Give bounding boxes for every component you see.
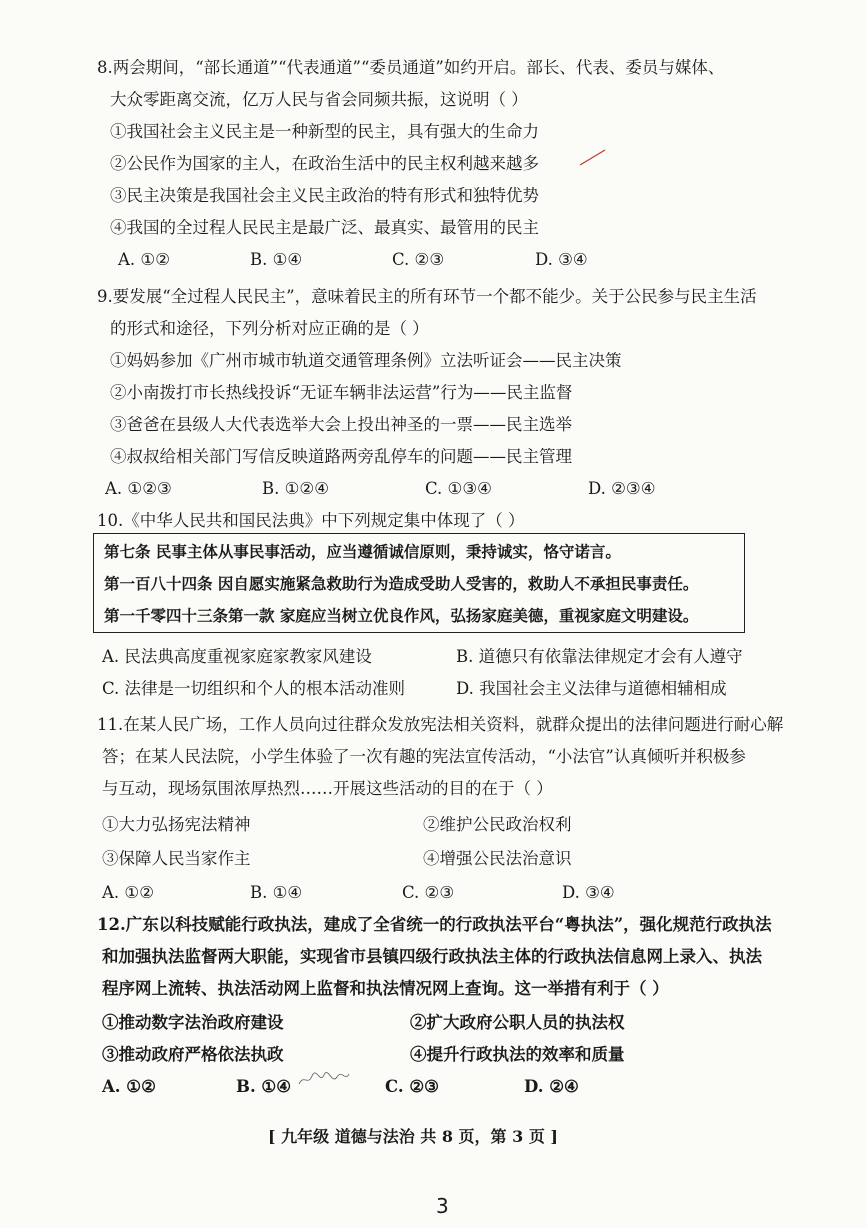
- q9-option-c[interactable]: C. ①③④: [425, 479, 492, 498]
- page-footer: [ 九年级 道德与法治 共 8 页，第 3 页 ]: [268, 1127, 558, 1146]
- q11-stem-line-2: 答；在某人民法院，小学生体验了一次有趣的宪法宣传活动，“小法官”认真倾听并积极参: [102, 747, 746, 766]
- q11-statement-1: ①大力弘扬宪法精神: [102, 815, 251, 834]
- q12-statement-4: ④提升行政执法的效率和质量: [410, 1045, 625, 1064]
- q8-statement-2: ②公民作为国家的主人，在政治生活中的民主权利越来越多: [110, 154, 539, 173]
- q8-statement-1: ①我国社会主义民主是一种新型的民主，具有强大的生命力: [110, 122, 539, 141]
- q9-option-a[interactable]: A. ①②③: [105, 479, 172, 498]
- q9-stem-line-1: 9.要发展“全过程人民民主”，意味着民主的所有环节一个都不能少。关于公民参与民主生活: [97, 287, 757, 306]
- q10-law-article-1: 第七条 民事主体从事民事活动，应当遵循诚信原则，秉持诚实，恪守诺言。: [104, 543, 621, 561]
- q8-statement-4: ④我国的全过程人民民主是最广泛、最真实、最管用的民主: [110, 218, 539, 237]
- q8-option-b[interactable]: B. ①④: [250, 250, 303, 269]
- q10-option-b[interactable]: B. 道德只有依靠法律规定才会有人遵守: [456, 647, 743, 666]
- q9-option-b[interactable]: B. ①②④: [262, 479, 329, 498]
- q10-option-a[interactable]: A. 民法典高度重视家庭家教家风建设: [102, 647, 372, 666]
- q11-statement-4: ④增强公民法治意识: [423, 849, 572, 868]
- q12-option-b[interactable]: B. ①④: [236, 1077, 292, 1096]
- q10-stem: 10.《中华人民共和国民法典》中下列规定集中体现了（ ）: [97, 511, 525, 530]
- q10-law-article-3: 第一千零四十三条第一款 家庭应当树立优良作风，弘扬家庭美德，重视家庭文明建设。: [104, 607, 699, 625]
- q8-statement-3: ③民主决策是我国社会主义民主政治的特有形式和独特优势: [110, 186, 539, 205]
- q8-option-a[interactable]: A. ①②: [118, 250, 170, 269]
- q9-statement-4: ④叔叔给相关部门写信反映道路两旁乱停车的问题——民主管理: [110, 447, 572, 466]
- q11-option-d[interactable]: D. ③④: [562, 883, 615, 902]
- q10-law-excerpt-box: [93, 533, 745, 633]
- q12-option-c[interactable]: C. ②③: [385, 1077, 439, 1096]
- q11-option-c[interactable]: C. ②③: [402, 883, 455, 902]
- q8-option-c[interactable]: C. ②③: [392, 250, 445, 269]
- q8-option-d[interactable]: D. ③④: [535, 250, 588, 269]
- q12-statement-2: ②扩大政府公职人员的执法权: [410, 1013, 625, 1032]
- q10-option-d[interactable]: D. 我国社会主义法律与道德相辅相成: [456, 679, 727, 698]
- q12-statement-3: ③推动政府严格依法执政: [102, 1045, 284, 1064]
- q12-stem-line-2: 和加强执法监督两大职能，实现省市县镇四级行政执法主体的行政执法信息网上录入、执法: [102, 947, 762, 966]
- q12-stem-line-1: 12.广东以科技赋能行政执法，建成了全省统一的行政执法平台“粤执法”，强化规范行政执法: [97, 915, 772, 934]
- q11-stem-line-3: 与互动，现场氛围浓厚热烈……开展这些活动的目的在于（ ）: [102, 779, 553, 798]
- handwritten-scribble: [296, 1066, 352, 1092]
- pen-stroke-mark: [578, 146, 608, 168]
- q11-statement-2: ②维护公民政治权利: [423, 815, 572, 834]
- q8-stem-line-2: 大众零距离交流，亿万人民与省会同频共振，这说明（ ）: [110, 90, 528, 109]
- q8-stem-line-1: 8.两会期间，“部长通道”“代表通道”“委员通道”如约开启。部长、代表、委员与媒体、: [97, 58, 725, 77]
- q12-option-a[interactable]: A. ①②: [102, 1077, 156, 1096]
- q11-statement-3: ③保障人民当家作主: [102, 849, 251, 868]
- q9-statement-3: ③爸爸在县级人大代表选举大会上投出神圣的一票——民主选举: [110, 415, 572, 434]
- q9-stem-line-2: 的形式和途径，下列分析对应正确的是（ ）: [110, 319, 429, 338]
- q12-option-d[interactable]: D. ②④: [524, 1077, 579, 1096]
- q9-statement-2: ②小南拨打市长热线投诉“无证车辆非法运营”行为——民主监督: [110, 383, 573, 402]
- page-number: 3: [436, 1194, 449, 1218]
- q11-option-b[interactable]: B. ①④: [250, 883, 303, 902]
- q10-law-article-2: 第一百八十四条 因自愿实施紧急救助行为造成受助人受害的，救助人不承担民事责任。: [104, 575, 699, 593]
- q12-statement-1: ①推动数字法治政府建设: [102, 1013, 284, 1032]
- q10-option-c[interactable]: C. 法律是一切组织和个人的根本活动准则: [102, 679, 406, 698]
- q12-stem-line-3: 程序网上流转、执法活动网上监督和执法情况网上查询。这一举措有利于（ ）: [102, 979, 669, 998]
- q9-statement-1: ①妈妈参加《广州市城市轨道交通管理条例》立法听证会——民主决策: [110, 351, 622, 370]
- q11-option-a[interactable]: A. ①②: [102, 883, 154, 902]
- q9-option-d[interactable]: D. ②③④: [588, 479, 656, 498]
- q11-stem-line-1: 11.在某人民广场，工作人员向过往群众发放宪法相关资料，就群众提出的法律问题进行耐心解: [97, 715, 784, 734]
